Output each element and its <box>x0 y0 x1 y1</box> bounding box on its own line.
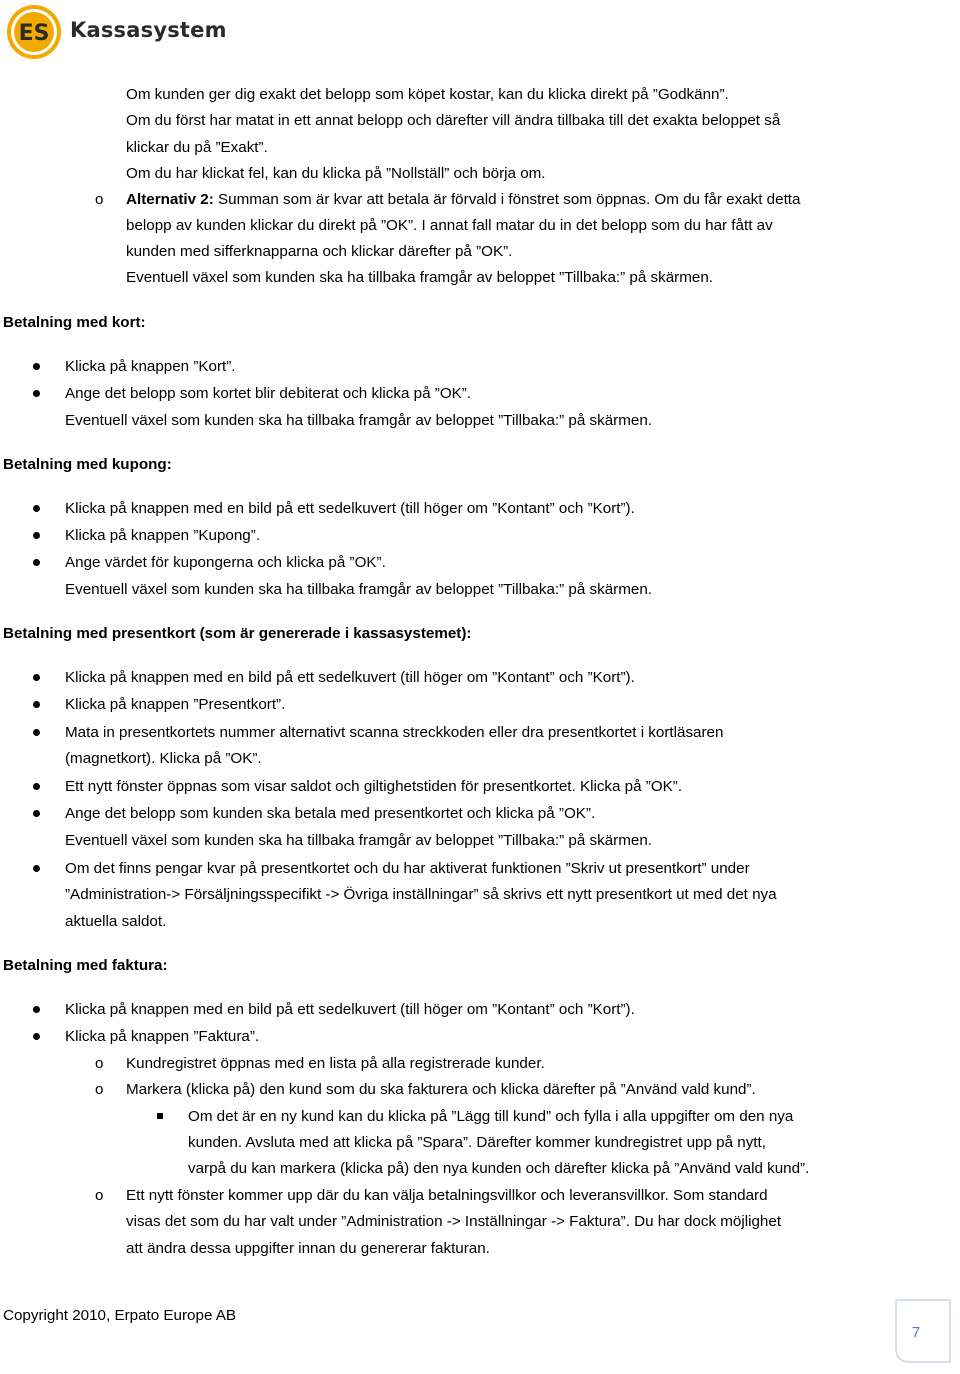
bullet-icon <box>33 505 40 512</box>
list-item: Klicka på knappen ”Kupong”. <box>65 527 261 544</box>
text-line: Eventuell växel som kunden ska ha tillbaka framgår av beloppet ”Tillbaka:” på skärmen. <box>65 412 652 429</box>
brand-name: Kassasystem <box>70 18 227 42</box>
text-line: kunden. Avsluta med att klicka på ”Spara”. Därefter kommer kundregistret upp på nytt, <box>188 1134 766 1151</box>
logo-mark-icon <box>4 2 66 64</box>
text-line: ”Administration-> Försäljningsspecifikt -> Övriga inställningar” så skrivs ett nytt presentkort ut med det nya <box>65 886 777 903</box>
bullet-icon <box>33 810 40 817</box>
list-item: Om det finns pengar kvar på presentkortet och du har aktiverat funktionen ”Skriv ut presentkort” under <box>65 860 750 877</box>
bullet-icon <box>33 865 40 872</box>
text-line <box>126 190 800 210</box>
section-heading: Betalning med faktura: <box>3 957 168 974</box>
sub-list-item: Ett nytt fönster kommer upp där du kan välja betalningsvillkor och leveransvillkor. Som standard <box>126 1187 768 1204</box>
text-line: visas det som du har valt under ”Administration -> Inställningar -> Faktura”. Du har dock möjlighet <box>126 1213 782 1230</box>
bullet-icon <box>33 390 40 397</box>
list-item: Klicka på knappen ”Presentkort”. <box>65 696 286 713</box>
copyright: Copyright 2010, Erpato Europe AB <box>3 1307 237 1324</box>
logo <box>4 2 227 64</box>
text-line: Om du har klickat fel, kan du klicka på ”Nollställ” och börja om. <box>126 165 546 182</box>
bullet-icon <box>33 701 40 708</box>
bullet-icon <box>33 783 40 790</box>
square-bullet-icon <box>157 1113 163 1119</box>
bullet-icon <box>33 674 40 681</box>
list-item: Klicka på knappen med en bild på ett sedelkuvert (till höger om ”Kontant” och ”Kort”). <box>65 500 635 517</box>
bullet-icon <box>33 559 40 566</box>
list-item: Mata in presentkortets nummer alternativt scanna streckkoden eller dra presentkortet i kortläsaren <box>65 724 724 741</box>
section-heading: Betalning med presentkort (som är genererade i kassasystemet): <box>3 625 472 642</box>
list-item: Klicka på knappen ”Kort”. <box>65 358 236 375</box>
text-line: klickar du på ”Exakt”. <box>126 139 268 156</box>
circle-bullet-icon: o <box>95 1187 104 1204</box>
circle-bullet-icon: o <box>95 1081 104 1098</box>
page-number-box <box>892 1296 952 1366</box>
bullet-icon <box>33 729 40 736</box>
page-number: 7 <box>911 1324 921 1341</box>
section-heading: Betalning med kort: <box>3 314 146 331</box>
text-line: Eventuell växel som kunden ska ha tillbaka framgår av beloppet ”Tillbaka:” på skärmen. <box>126 269 713 286</box>
bullet-icon <box>33 532 40 539</box>
sub-sub-list-item: Om det är en ny kund kan du klicka på ”Lägg till kund” och fylla i alla uppgifter om den nya <box>188 1108 794 1125</box>
bullet-icon <box>33 363 40 370</box>
text-line: Eventuell växel som kunden ska ha tillbaka framgår av beloppet ”Tillbaka:” på skärmen. <box>65 832 652 849</box>
list-item: Ange det belopp som kortet blir debiterat och klicka på ”OK”. <box>65 385 472 402</box>
list-item: Klicka på knappen med en bild på ett sedelkuvert (till höger om ”Kontant” och ”Kort”). <box>65 1001 635 1018</box>
section-heading: Betalning med kupong: <box>3 456 172 473</box>
text-line: varpå du kan markera (klicka på) den nya kunden och därefter klicka på ”Använd vald kund”. <box>188 1160 810 1177</box>
text-line: att ändra dessa uppgifter innan du genererar fakturan. <box>126 1240 490 1257</box>
list-item: Klicka på knappen ”Faktura”. <box>65 1028 260 1045</box>
list-item: Ett nytt fönster öppnas som visar saldot och giltighetstiden för presentkortet. Klicka på ”OK”. <box>65 778 683 795</box>
text-line: Eventuell växel som kunden ska ha tillbaka framgår av beloppet ”Tillbaka:” på skärmen. <box>65 581 652 598</box>
sub-list-item: Kundregistret öppnas med en lista på alla registrerade kunder. <box>126 1055 545 1072</box>
bullet-icon <box>33 1006 40 1013</box>
text-line: (magnetkort). Klicka på ”OK”. <box>65 750 262 767</box>
bullet-icon <box>33 1033 40 1040</box>
text-line: belopp av kunden klickar du direkt på ”OK”. I annat fall matar du in det belopp som du har fått av <box>126 217 773 234</box>
logo-mark-text: ES <box>18 21 50 46</box>
text-line: Om kunden ger dig exakt det belopp som köpet kostar, kan du klicka direkt på ”Godkänn”. <box>126 86 729 103</box>
circle-bullet-icon: o <box>95 191 104 208</box>
alternative-label: Alternativ 2: <box>126 191 214 208</box>
list-item: Ange det belopp som kunden ska betala med presentkortet och klicka på ”OK”. <box>65 805 596 822</box>
list-item: Ange värdet för kupongerna och klicka på ”OK”. <box>65 554 386 571</box>
text-line: Om du först har matat in ett annat belopp och därefter vill ändra tillbaka till det exakta beloppet så <box>126 112 781 129</box>
text-line: kunden med sifferknapparna och klickar därefter på ”OK”. <box>126 243 513 260</box>
sub-list-item: Markera (klicka på) den kund som du ska fakturera och klicka därefter på ”Använd vald kund”. <box>126 1081 756 1098</box>
circle-bullet-icon: o <box>95 1055 104 1072</box>
list-item: Klicka på knappen med en bild på ett sedelkuvert (till höger om ”Kontant” och ”Kort”). <box>65 669 635 686</box>
alternative-text: Summan som är kvar att betala är förvald i fönstret som öppnas. Om du får exakt detta <box>213 191 801 208</box>
text-line: aktuella saldot. <box>65 913 167 930</box>
